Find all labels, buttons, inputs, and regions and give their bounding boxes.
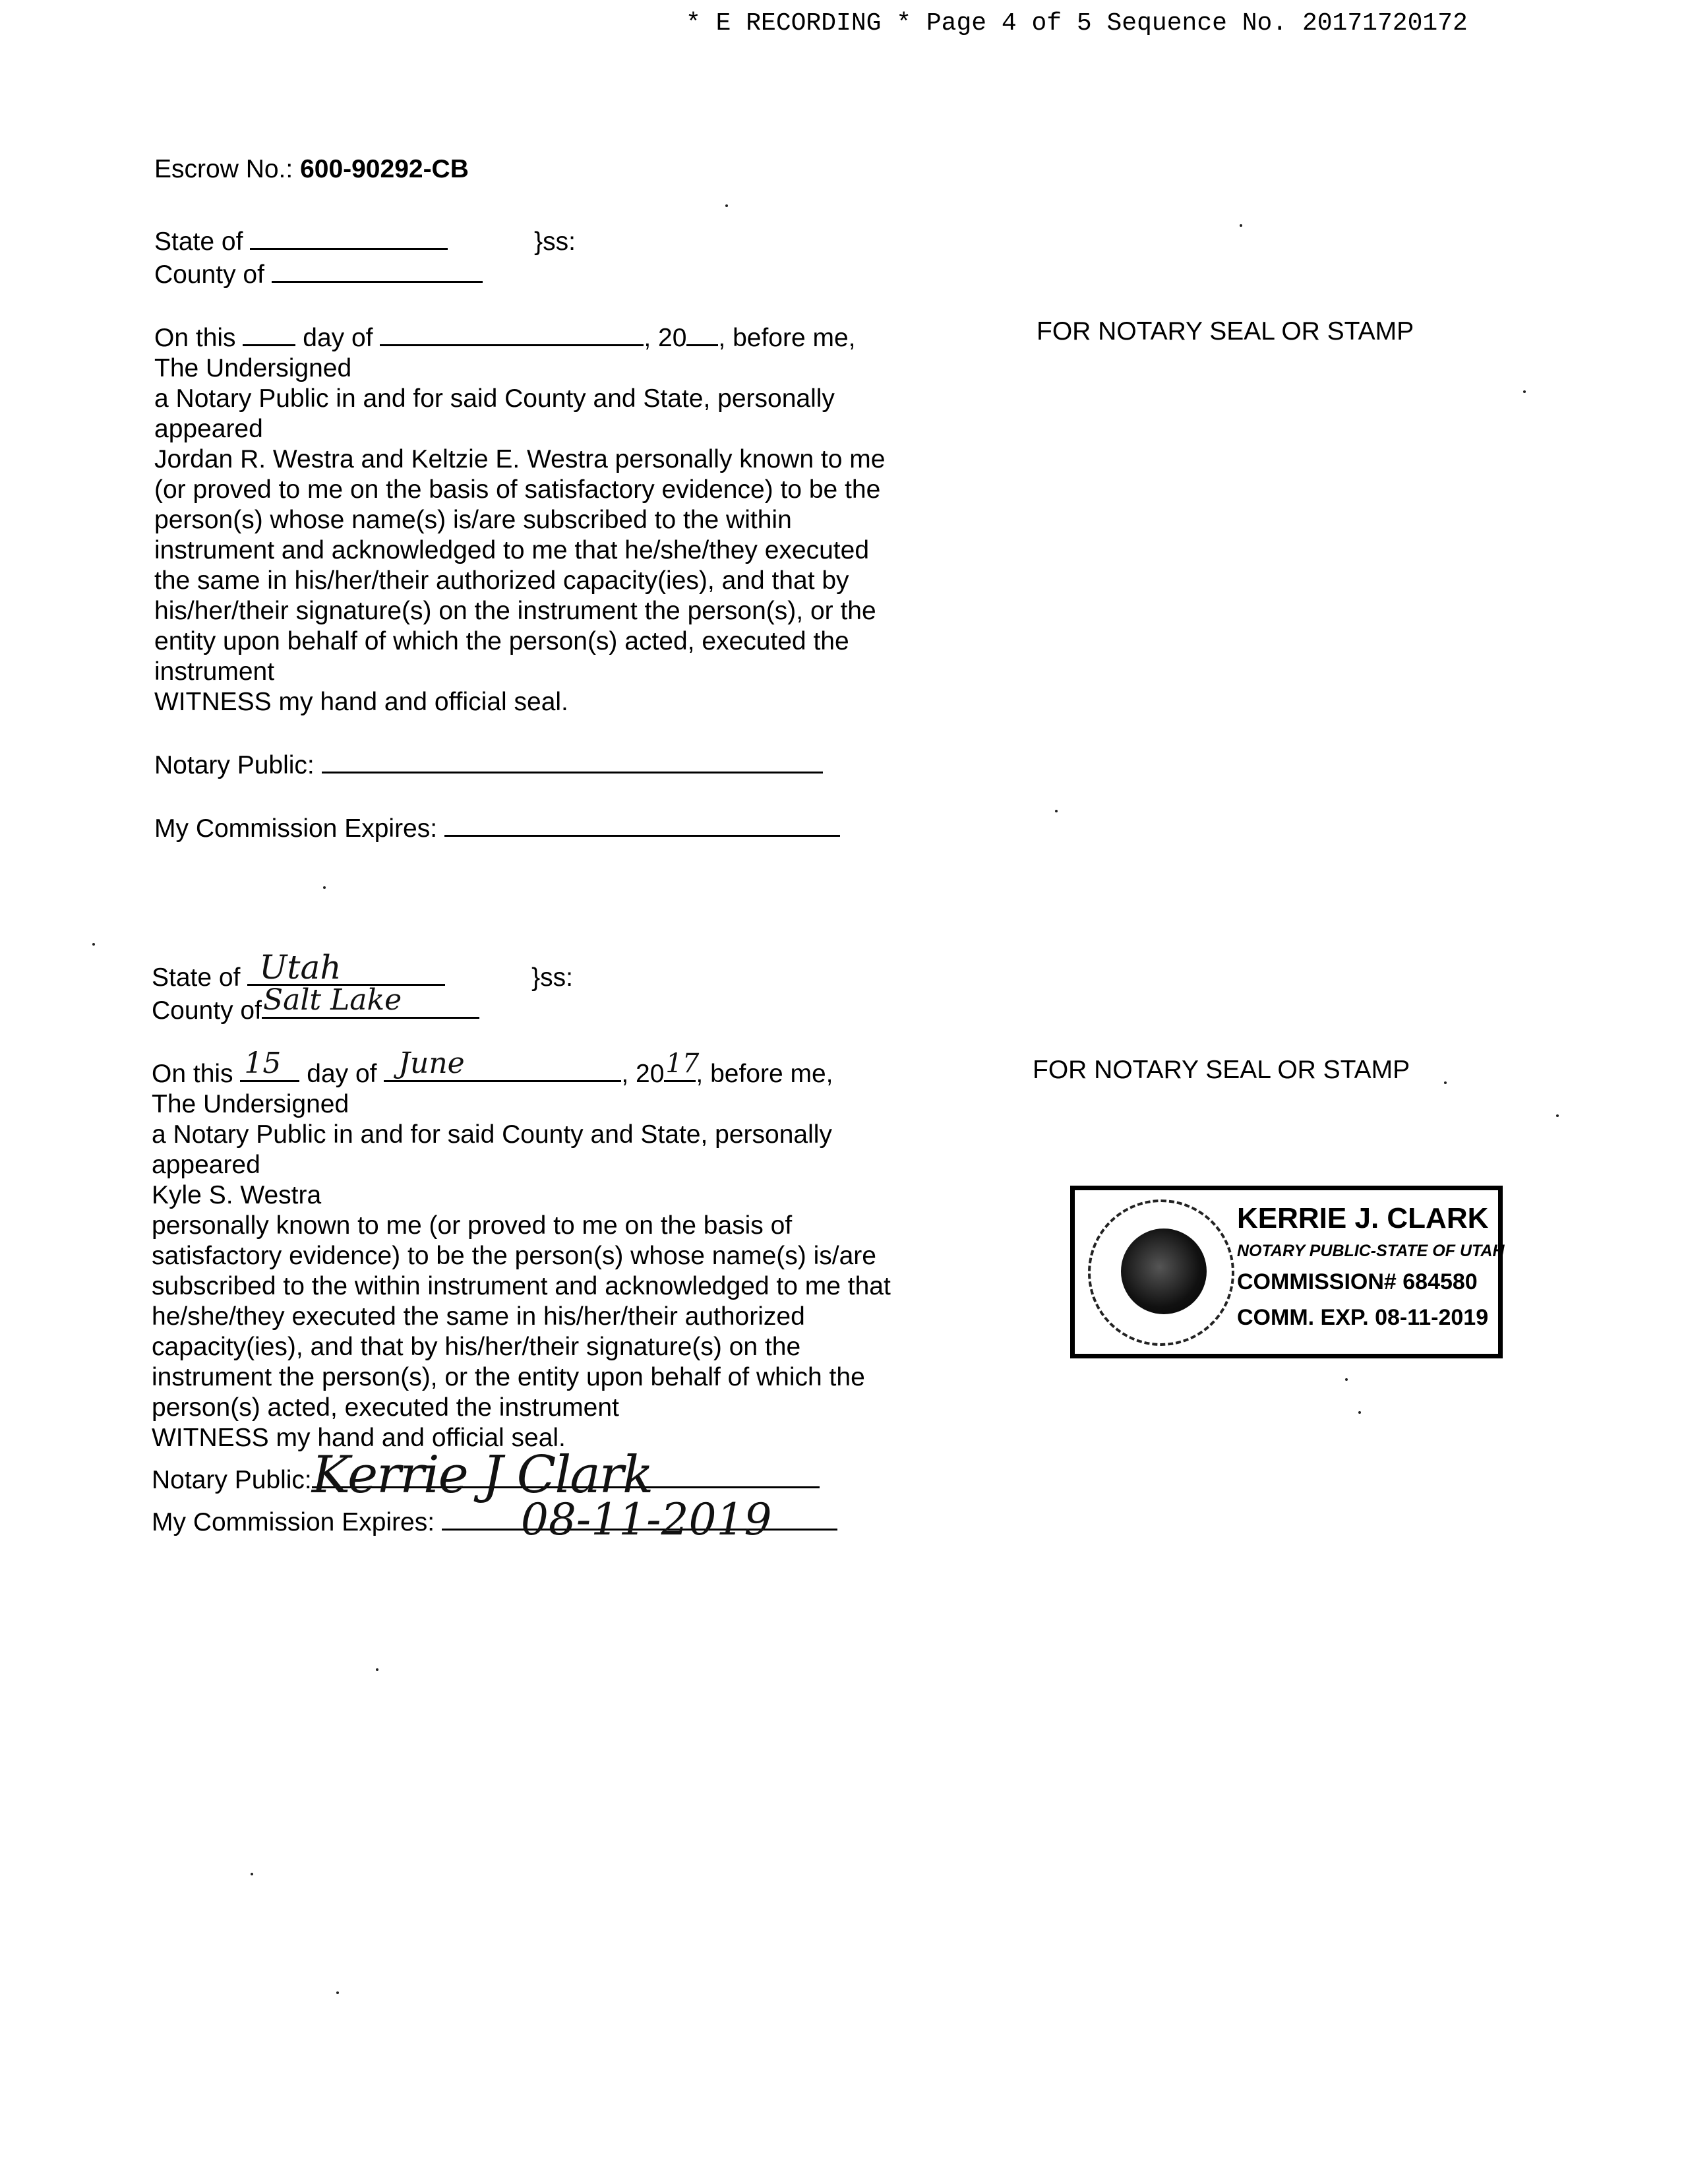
ack1-state-label: State of xyxy=(154,228,243,256)
ack2-on-this: On this xyxy=(152,1060,233,1088)
ack2-ss: }ss: xyxy=(531,963,573,992)
ack1-commission-blank xyxy=(444,811,840,837)
ack1-year-prefix: , 20 xyxy=(644,324,687,352)
ack2-notary-field xyxy=(311,1445,820,1505)
ack2-county-field xyxy=(262,983,479,1019)
ack2-county-value: Salt Lake xyxy=(262,983,402,1017)
ack1-day-blank xyxy=(243,320,295,346)
ack2-year-value: 17 xyxy=(665,1048,700,1079)
body-line: Jordan R. Westra and Keltzie E. Westra personally known to me xyxy=(154,445,886,473)
ack1-state-blank xyxy=(250,224,448,250)
ack1-county-label: County of xyxy=(154,260,264,289)
body-line: instrument xyxy=(154,657,275,686)
body-line: instrument and acknowledged to me that he/she/they executed xyxy=(154,536,870,564)
ack1-month-blank xyxy=(380,320,644,346)
escrow-line xyxy=(154,154,469,185)
body-line: entity upon behalf of which the person(s) acted, executed the xyxy=(154,627,849,655)
ack1-notary-line xyxy=(154,748,1011,781)
body-line: appeared xyxy=(154,415,263,443)
ack2-commission-label: My Commission Expires: xyxy=(152,1508,435,1536)
ack2-state-label: State of xyxy=(152,963,241,992)
body-line: he/she/they executed the same in his/her/their authorized xyxy=(152,1302,805,1331)
ack2-commission-line xyxy=(152,1494,1009,1545)
ack2-day-value: 15 xyxy=(244,1046,282,1080)
ack2-month-value: June xyxy=(398,1046,465,1080)
stamp-title: NOTARY PUBLIC-STATE OF UTAH xyxy=(1237,1242,1505,1260)
ack2-day-of: day of xyxy=(307,1060,377,1088)
escrow-number: 600-90292-CB xyxy=(300,155,469,183)
body-line: a Notary Public in and for said County and State, personally xyxy=(152,1120,832,1149)
ack2-commission-field xyxy=(442,1494,837,1545)
body-line: appeared xyxy=(152,1151,260,1179)
ack2-before-me: , before me, xyxy=(696,1060,833,1088)
stamp-commission: COMMISSION# 684580 xyxy=(1237,1269,1478,1294)
ack2-block xyxy=(152,948,1009,1545)
body-line: capacity(ies), and that by his/her/their signature(s) on the xyxy=(152,1333,801,1361)
escrow-label: Escrow No.: xyxy=(154,155,293,183)
ack2-day-field xyxy=(240,1046,299,1082)
ack2-body-text xyxy=(152,1089,1009,1453)
ack1-day-of: day of xyxy=(303,324,373,352)
ack2-year-prefix: , 20 xyxy=(621,1060,665,1088)
body-line: WITNESS my hand and official seal. xyxy=(152,1424,566,1452)
ack2-notary-signature: Kerrie J Clark xyxy=(311,1445,653,1505)
body-line: instrument the person(s), or the entity upon behalf of which the xyxy=(152,1363,865,1391)
body-line: The Undersigned xyxy=(154,354,352,382)
body-line: satisfactory evidence) to be the person(s) whose name(s) is/are xyxy=(152,1242,876,1270)
ack2-county-label: County of xyxy=(152,996,262,1025)
body-line: his/her/their signature(s) on the instrument the person(s), or the xyxy=(154,597,876,625)
ack2-notary-line xyxy=(152,1445,1009,1505)
body-line: (or proved to me on the basis of satisfactory evidence) to be the xyxy=(154,475,881,504)
body-line: WITNESS my hand and official seal. xyxy=(154,688,568,716)
ack1-seal-label: FOR NOTARY SEAL OR STAMP xyxy=(1037,317,1414,346)
ack1-county-line xyxy=(154,257,1011,290)
ack2-state-field xyxy=(247,948,445,986)
body-line: personally known to me (or proved to me on the basis of xyxy=(152,1211,793,1240)
ack1-body-text xyxy=(154,353,1011,717)
ack1-commission-line xyxy=(154,811,1011,844)
ack1-before-me: , before me, xyxy=(718,324,856,352)
body-line: The Undersigned xyxy=(152,1090,349,1118)
ack2-notary-label: Notary Public: xyxy=(152,1466,312,1494)
state-seal-icon xyxy=(1088,1199,1234,1346)
body-line: person(s) whose name(s) is/are subscribed to the within xyxy=(154,506,792,534)
ack2-date-line xyxy=(152,1046,1009,1089)
body-line: person(s) acted, executed the instrument xyxy=(152,1393,619,1422)
notary-stamp xyxy=(1070,1186,1503,1358)
ack1-county-blank xyxy=(272,257,483,283)
ack1-year-blank xyxy=(686,320,718,346)
ack1-ss: }ss: xyxy=(534,228,576,256)
body-line: the same in his/her/their authorized capacity(ies), and that by xyxy=(154,566,849,595)
ack2-seal-label: FOR NOTARY SEAL OR STAMP xyxy=(1033,1056,1410,1084)
recording-header: * E RECORDING * Page 4 of 5 Sequence No. 20171720172 xyxy=(686,9,1468,38)
ack1-block xyxy=(154,224,1011,844)
ack2-commission-value: 08-11-2019 xyxy=(520,1494,772,1545)
ack2-state-value: Utah xyxy=(259,948,342,986)
body-line: a Notary Public in and for said County and State, personally xyxy=(154,384,835,413)
body-line: subscribed to the within instrument and acknowledged to me that xyxy=(152,1272,891,1300)
body-line: Kyle S. Westra xyxy=(152,1181,322,1209)
stamp-expiration: COMM. EXP. 08-11-2019 xyxy=(1237,1305,1489,1330)
ack1-on-this: On this xyxy=(154,324,236,352)
stamp-name: KERRIE J. CLARK xyxy=(1237,1202,1489,1234)
ack2-month-field xyxy=(384,1046,621,1082)
ack1-date-line xyxy=(154,320,1011,353)
ack2-county-line xyxy=(152,983,1009,1026)
ack1-state-line xyxy=(154,224,1011,257)
ack2-year-field xyxy=(664,1048,700,1082)
ack1-commission-label: My Commission Expires: xyxy=(154,814,438,843)
ack1-notary-blank xyxy=(322,748,823,774)
ack1-notary-label: Notary Public: xyxy=(154,751,315,779)
